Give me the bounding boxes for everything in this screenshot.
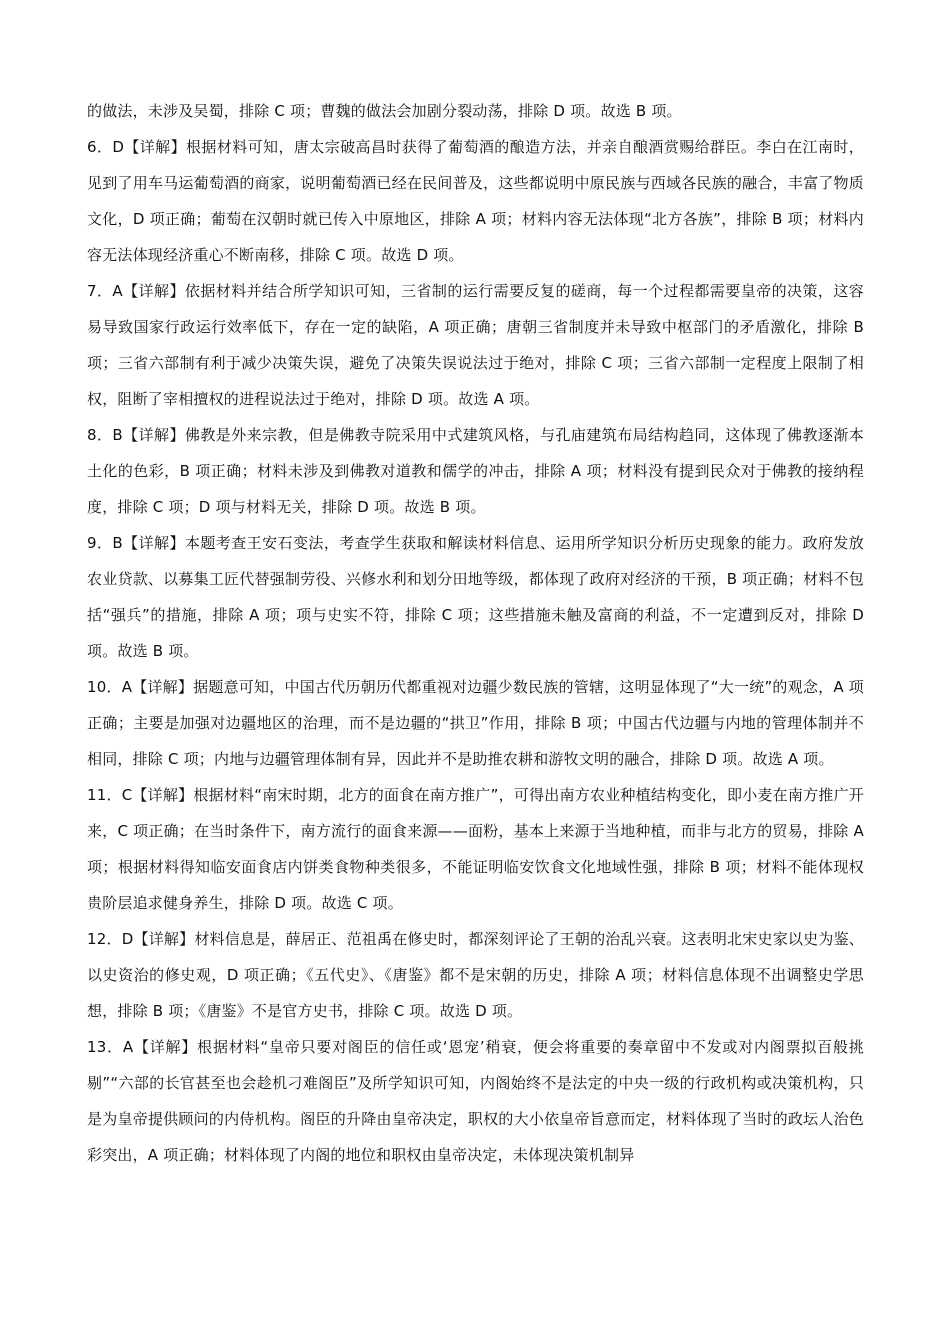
answer-6: 6．D【详解】根据材料可知，唐太宗破高昌时获得了葡萄酒的酿造方法，并亲自酿酒赏赐给群臣。李白在江南时，见到了用车马运葡萄酒的商家，说明葡萄酒已经在民间普及，这些都说明中原民族与西域各民族的融合，丰富了物质文化，D 项正确；葡萄在汉朝时就已传入中原地区，排除 A 项；材料内容无法体现“北方各族”，排除 B 项；材料内容无法体现经济重心不断南移，排除 C 项。故选 D 项。 — [87, 138, 864, 264]
paragraph-continuation: 的做法，未涉及吴蜀，排除 C 项；曹魏的做法会加剧分裂动荡，排除 D 项。故选 B 项。 — [87, 102, 682, 120]
answer-13: 13．A【详解】根据材料“皇帝只要对阁臣的信任或‘恩宠’稍衰，便会将重要的奏章留中不发或对内阁票拟百般挑剔”“六部的长官甚至也会趁机刁难阁臣”及所学知识可知，内阁始终不是法定的中央一级的行政机构或决策机构，只是为皇帝提供顾问的内侍机构。阁臣的升降由皇帝决定，职权的大小依皇帝旨意而定，材料体现了当时的政坛人治色彩突出，A 项正确；材料体现了内阁的地位和职权由皇帝决定，未体现决策机制异 — [87, 1038, 864, 1164]
answer-12: 12．D【详解】材料信息是，薛居正、范祖禹在修史时，都深刻评论了王朝的治乱兴衰。这表明北宋史家以史为鉴、以史资治的修史观，D 项正确；《五代史》、《唐鉴》都不是宋朝的历史，排除 A 项；材料信息体现不出调整史学思想，排除 B 项；《唐鉴》不是官方史书，排除 C 项。故选 D 项。 — [87, 930, 864, 1020]
answer-10: 10．A【详解】据题意可知，中国古代历朝历代都重视对边疆少数民族的管辖，这明显体现了“大一统”的观念，A 项正确；主要是加强对边疆地区的治理，而不是边疆的“拱卫”作用，排除 B 项；中国古代边疆与内地的管理体制并不相同，排除 C 项；内地与边疆管理体制有异，因此并不是助推农耕和游牧文明的融合，排除 D 项。故选 A 项。 — [87, 678, 864, 768]
answer-7: 7．A【详解】依据材料并结合所学知识可知，三省制的运行需要反复的磋商，每一个过程都需要皇帝的决策，这容易导致国家行政运行效率低下，存在一定的缺陷，A 项正确；唐朝三省制度并未导致中枢部门的矛盾激化，排除 B 项；三省六部制有利于减少决策失误，避免了决策失误说法过于绝对，排除 C 项；三省六部制一定程度上限制了相权，阻断了宰相擅权的进程说法过于绝对，排除 D 项。故选 A 项。 — [87, 282, 864, 408]
answer-8: 8．B【详解】佛教是外来宗教，但是佛教寺院采用中式建筑风格，与孔庙建筑布局结构趋同，这体现了佛教逐渐本土化的色彩，B 项正确；材料未涉及到佛教对道教和儒学的冲击，排除 A 项；材料没有提到民众对于佛教的接纳程度，排除 C 项；D 项与材料无关，排除 D 项。故选 B 项。 — [87, 426, 864, 516]
answer-11: 11．C【详解】根据材料“南宋时期，北方的面食在南方推广”，可得出南方农业种植结构变化，即小麦在南方推广开来，C 项正确；在当时条件下，南方流行的面食来源——面粉，基本上来源于当地种植，而非与北方的贸易，排除 A 项；根据材料得知临安面食店内饼类食物种类很多，不能证明临安饮食文化地域性强，排除 B 项；材料不能体现权贵阶层追求健身养生，排除 D 项。故选 C 项。 — [87, 786, 864, 912]
answer-9: 9．B【详解】本题考查王安石变法，考查学生获取和解读材料信息、运用所学知识分析历史现象的能力。政府发放农业贷款、以募集工匠代替强制劳役、兴修水利和划分田地等级，都体现了政府对经济的干预，B 项正确；材料不包括“强兵”的措施，排除 A 项；项与史实不符，排除 C 项；这些措施未触及富商的利益，不一定遭到反对，排除 D 项。故选 B 项。 — [87, 534, 864, 660]
answer-explanations — [87, 93, 864, 1173]
